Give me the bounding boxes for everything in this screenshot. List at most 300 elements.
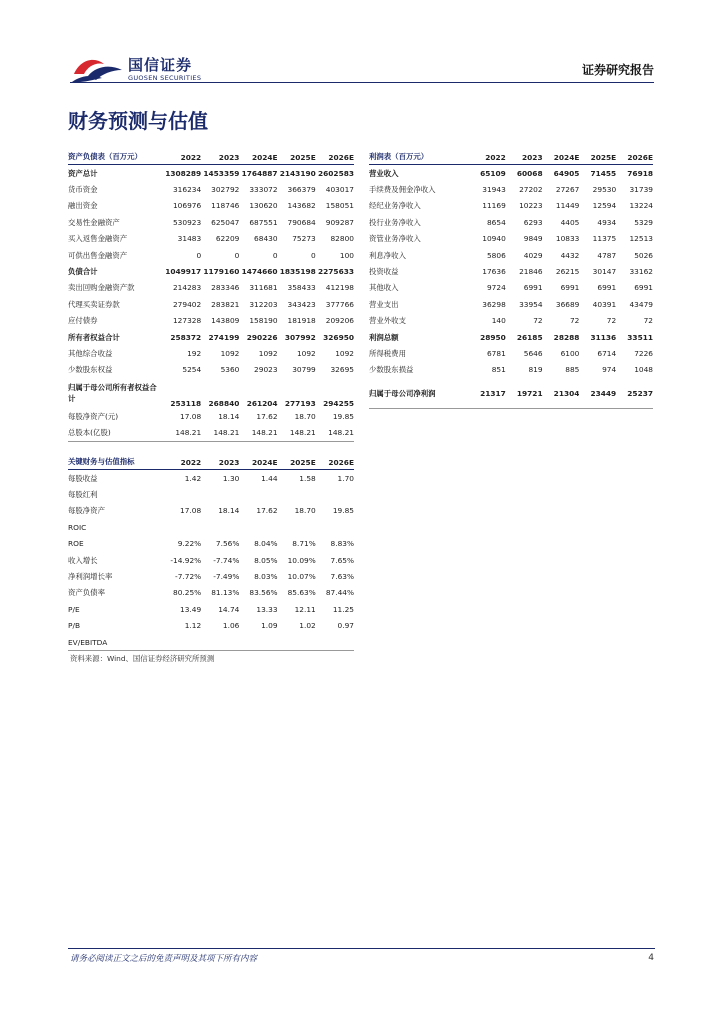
table-header-row [68, 147, 354, 165]
row-label: 代理买卖证券款 [68, 299, 120, 309]
value-cell: 80.25% [173, 588, 202, 598]
value-cell: 283346 [211, 283, 240, 293]
table-header-row [369, 147, 653, 165]
value-cell: 316234 [172, 185, 202, 195]
table-row [68, 345, 354, 361]
value-cell: 412198 [325, 283, 354, 293]
value-cell: 8.05% [254, 555, 278, 565]
value-cell: 1.09 [261, 621, 278, 631]
row-label: 融出资金 [68, 201, 98, 211]
value-cell: 82800 [330, 234, 354, 244]
footer-divider [68, 948, 655, 949]
row-label: 可供出售金融资产 [68, 250, 128, 260]
table-row [68, 378, 354, 408]
value-cell: 158051 [325, 201, 354, 211]
row-label: EV/EBITDA [68, 634, 163, 651]
value-cell: 4432 [560, 250, 580, 260]
table-row [68, 601, 354, 617]
row-label: 每股红利 [68, 490, 98, 500]
value-cell: -7.74% [213, 555, 240, 565]
value-cell: 10.09% [287, 555, 316, 565]
value-cell: 18.14 [218, 411, 240, 421]
value-cell: 181918 [287, 316, 316, 326]
value-cell: -7.49% [213, 572, 240, 582]
table-row [68, 552, 354, 568]
value-cell: 19.85 [332, 411, 354, 421]
table-row [68, 329, 354, 345]
value-cell: 25237 [616, 378, 653, 409]
value-cell: 302792 [211, 185, 240, 195]
value-cell: -7.72% [175, 572, 202, 582]
value-cell: 6991 [523, 283, 543, 293]
value-cell: 530923 [172, 217, 202, 227]
table-row [369, 214, 653, 230]
row-label: 资管业务净收入 [369, 234, 421, 244]
value-cell: 1048 [634, 365, 653, 375]
value-cell: 1049917 [165, 267, 202, 277]
value-cell [316, 519, 354, 535]
value-cell: 18.14 [218, 506, 240, 516]
value-cell: 76918 [627, 168, 653, 178]
value-cell [316, 486, 354, 502]
value-cell: 851 [491, 365, 506, 375]
value-cell: 1.42 [184, 473, 202, 483]
value-cell: 31136 [590, 332, 617, 342]
year-header: 2022 [469, 147, 506, 165]
table-row [68, 486, 354, 502]
year-header: 2025E [579, 147, 616, 165]
value-cell: 10223 [519, 201, 543, 211]
table-row [369, 263, 653, 279]
logo-english-name: GUOSEN SECURITIES [128, 74, 202, 82]
row-label: ROIC [68, 522, 87, 532]
value-cell: 148.21 [201, 424, 239, 441]
value-cell: 253118 [170, 399, 202, 409]
value-cell: 294255 [323, 399, 354, 409]
value-cell [201, 634, 239, 651]
table-title: 利润表（百万元） [369, 147, 469, 165]
value-cell: 358433 [287, 283, 316, 293]
value-cell: 274199 [208, 332, 240, 342]
value-cell: 2275633 [318, 267, 354, 277]
value-cell: 14.74 [218, 604, 240, 614]
report-type-label: 证券研究报告 [581, 63, 654, 77]
value-cell: 83.56% [249, 588, 278, 598]
value-cell: 28950 [480, 332, 506, 342]
value-cell: 819 [528, 365, 543, 375]
value-cell: 23449 [579, 378, 616, 409]
value-cell: 0 [234, 250, 240, 260]
value-cell: 2602583 [318, 168, 354, 178]
value-cell: 1453359 [203, 168, 240, 178]
page-title: 财务预测与估值 [68, 109, 208, 133]
value-cell: 311681 [249, 283, 278, 293]
value-cell: 1308289 [165, 168, 202, 178]
value-cell: 258372 [170, 332, 202, 342]
value-cell: 21846 [519, 267, 543, 277]
value-cell: 8.71% [292, 539, 316, 549]
row-label: 其他收入 [369, 283, 399, 293]
value-cell: 1.30 [222, 473, 240, 483]
income-statement-table [369, 147, 653, 409]
value-cell [239, 486, 277, 502]
year-header: 2023 [506, 147, 543, 165]
page-number: 4 [648, 953, 654, 963]
value-cell: 1.44 [261, 473, 278, 483]
value-cell: 29023 [254, 365, 278, 375]
value-cell: 5329 [634, 217, 653, 227]
value-cell: 1.02 [299, 621, 316, 631]
value-cell: 1764887 [241, 168, 278, 178]
table-row [68, 536, 354, 552]
value-cell: 6991 [560, 283, 580, 293]
row-label: 投资收益 [369, 267, 399, 277]
value-cell: 32695 [330, 365, 354, 375]
value-cell: 31483 [177, 234, 202, 244]
value-cell: 192 [187, 348, 202, 358]
year-header: 2023 [201, 147, 239, 165]
value-cell: 18.70 [294, 411, 316, 421]
table-row [68, 424, 354, 441]
value-cell: 13224 [629, 201, 653, 211]
row-label: 所有者权益合计 [68, 332, 120, 342]
value-cell: 2143190 [279, 168, 316, 178]
row-label: 货币资金 [68, 185, 98, 195]
value-cell [239, 634, 277, 651]
value-cell: 1474660 [241, 267, 278, 277]
row-label: ROE [68, 539, 84, 549]
value-cell: 30147 [592, 267, 617, 277]
row-label: 应付债券 [68, 316, 98, 326]
value-cell: 268840 [208, 399, 240, 409]
value-cell: 11169 [482, 201, 506, 211]
value-cell [278, 634, 316, 651]
value-cell: 0 [196, 250, 202, 260]
table-row [68, 296, 354, 312]
year-header: 2022 [163, 452, 201, 470]
table-title: 关键财务与估值指标 [68, 452, 163, 470]
table-row [369, 362, 653, 378]
value-cell: 148.21 [278, 424, 316, 441]
value-cell [163, 519, 201, 535]
value-cell: 43479 [629, 299, 653, 309]
value-cell: 10940 [482, 234, 506, 244]
value-cell: 4029 [523, 250, 543, 260]
value-cell: 12.11 [294, 604, 316, 614]
value-cell: 366379 [287, 185, 316, 195]
value-cell: 27202 [519, 185, 543, 195]
value-cell: 65109 [480, 168, 506, 178]
value-cell: 4934 [597, 217, 617, 227]
value-cell: 17.62 [256, 506, 278, 516]
value-cell: 6293 [523, 217, 543, 227]
value-cell: 33162 [629, 267, 653, 277]
value-cell: 72 [533, 316, 543, 326]
year-header: 2025E [278, 147, 316, 165]
value-cell: 290226 [246, 332, 278, 342]
header-divider [70, 82, 654, 83]
year-header: 2024E [543, 147, 580, 165]
value-cell: 312203 [249, 299, 278, 309]
value-cell: 9724 [486, 283, 506, 293]
value-cell: 5254 [182, 365, 202, 375]
value-cell: 60068 [516, 168, 543, 178]
value-cell: 140 [491, 316, 506, 326]
value-cell: 909287 [325, 217, 354, 227]
guosen-logo-mark-icon [70, 52, 126, 86]
value-cell [316, 634, 354, 651]
value-cell: 18.70 [294, 506, 316, 516]
value-cell: 26185 [516, 332, 543, 342]
year-header: 2026E [316, 452, 354, 470]
table-row [369, 296, 653, 312]
value-cell: 1092 [258, 348, 278, 358]
value-cell: 4405 [560, 217, 580, 227]
value-cell: 7.65% [330, 555, 354, 565]
value-cell: -14.92% [170, 555, 202, 565]
value-cell: 31943 [482, 185, 506, 195]
value-cell: 36298 [482, 299, 506, 309]
value-cell: 40391 [592, 299, 617, 309]
value-cell: 5806 [486, 250, 506, 260]
value-cell: 148.21 [239, 424, 277, 441]
value-cell: 27267 [555, 185, 580, 195]
table-row [369, 198, 653, 214]
value-cell [201, 519, 239, 535]
row-label: 收入增长 [68, 555, 98, 565]
row-label: 归属于母公司所有者权益合计 [68, 383, 157, 404]
value-cell: 0.97 [337, 621, 354, 631]
value-cell [163, 634, 201, 651]
table-row [369, 165, 653, 182]
row-label: 所得税费用 [369, 348, 406, 358]
value-cell: 8.03% [254, 572, 278, 582]
table-row [68, 362, 354, 378]
table-row [68, 568, 354, 584]
value-cell: 148.21 [316, 424, 354, 441]
value-cell: 1835198 [279, 267, 316, 277]
table-header-row [68, 452, 354, 470]
value-cell: 106976 [172, 201, 202, 211]
value-cell: 13.33 [256, 604, 278, 614]
value-cell: 6714 [597, 348, 617, 358]
value-cell: 81.13% [211, 588, 240, 598]
value-cell: 21304 [543, 378, 580, 409]
value-cell: 1092 [296, 348, 316, 358]
value-cell: 8654 [486, 217, 506, 227]
table-row [369, 378, 653, 409]
value-cell: 687551 [249, 217, 278, 227]
value-cell: 118746 [211, 201, 240, 211]
value-cell: 72 [606, 316, 617, 326]
value-cell: 130620 [249, 201, 278, 211]
table-row [68, 214, 354, 230]
value-cell: 279402 [172, 299, 202, 309]
row-label: 投行业务净收入 [369, 217, 421, 227]
table-row [369, 231, 653, 247]
value-cell: 148.21 [163, 424, 201, 441]
table-row [68, 634, 354, 651]
row-label: 每股净资产(元) [68, 411, 119, 421]
value-cell: 1092 [220, 348, 240, 358]
row-label: 利息净收入 [369, 250, 406, 260]
value-cell: 17.08 [180, 506, 202, 516]
value-cell: 8.04% [254, 539, 278, 549]
value-cell: 33954 [519, 299, 543, 309]
value-cell: 214283 [172, 283, 202, 293]
table-row [68, 585, 354, 601]
value-cell: 625047 [211, 217, 240, 227]
value-cell: 1.58 [299, 473, 316, 483]
table-row [369, 313, 653, 329]
value-cell: 68430 [254, 234, 278, 244]
value-cell: 209206 [325, 316, 354, 326]
value-cell: 5646 [523, 348, 543, 358]
value-cell: 1.70 [337, 473, 354, 483]
year-header: 2024E [239, 452, 277, 470]
value-cell: 30799 [292, 365, 316, 375]
footer-disclaimer: 请务必阅读正文之后的免责声明及其项下所有内容 [70, 954, 258, 964]
value-cell: 13.49 [180, 604, 202, 614]
value-cell: 85.63% [287, 588, 316, 598]
value-cell: 1.12 [184, 621, 202, 631]
value-cell: 64905 [553, 168, 580, 178]
value-cell: 9849 [523, 234, 543, 244]
value-cell: 1179160 [203, 267, 240, 277]
value-cell: 10833 [555, 234, 580, 244]
value-cell: 29530 [592, 185, 617, 195]
value-cell: 19721 [506, 378, 543, 409]
value-cell: 11449 [555, 201, 580, 211]
row-label: 经纪业务净收入 [369, 201, 421, 211]
table-row [369, 247, 653, 263]
value-cell: 6991 [634, 283, 653, 293]
row-label: 交易性金融资产 [68, 217, 120, 227]
value-cell: 6781 [486, 348, 506, 358]
value-cell: 1092 [335, 348, 354, 358]
value-cell: 6100 [560, 348, 580, 358]
value-cell: 72 [643, 316, 653, 326]
value-cell: 277193 [284, 399, 316, 409]
value-cell: 5026 [634, 250, 653, 260]
row-label: 负债合计 [68, 267, 98, 277]
value-cell: 26215 [555, 267, 580, 277]
year-header: 2026E [316, 147, 354, 165]
value-cell: 7.56% [215, 539, 240, 549]
row-label: 手续费及佣金净收入 [369, 185, 436, 195]
row-label: 每股净资产 [68, 506, 105, 516]
row-label: 归属于母公司净利润 [369, 378, 469, 409]
value-cell: 100 [339, 250, 354, 260]
value-cell: 1.06 [222, 621, 240, 631]
value-cell: 71455 [590, 168, 617, 178]
row-label: 利润总额 [369, 332, 399, 342]
table-row [68, 470, 354, 487]
value-cell: 974 [602, 365, 617, 375]
value-cell: 11.25 [332, 604, 354, 614]
table-row [68, 503, 354, 519]
value-cell: 790684 [287, 217, 316, 227]
value-cell: 261204 [246, 399, 278, 409]
source-note: 资料来源：Wind、国信证券经济研究所预测 [70, 654, 215, 663]
row-label: 资产总计 [68, 168, 98, 178]
value-cell: 7.63% [330, 572, 354, 582]
value-cell: 326950 [323, 332, 354, 342]
value-cell: 72 [569, 316, 580, 326]
value-cell: 8.83% [330, 539, 354, 549]
value-cell: 4787 [597, 250, 617, 260]
table-row [369, 329, 653, 345]
row-label: 卖出回购金融资产款 [68, 283, 135, 293]
value-cell [239, 519, 277, 535]
value-cell: 21317 [469, 378, 506, 409]
row-label: 营业支出 [369, 299, 399, 309]
row-label: 少数股东权益 [68, 365, 113, 375]
row-label: P/B [68, 621, 81, 631]
value-cell: 12513 [629, 234, 653, 244]
value-cell: 87.44% [325, 588, 354, 598]
table-row [68, 247, 354, 263]
year-header: 2024E [239, 147, 277, 165]
value-cell: 17.08 [180, 411, 202, 421]
year-header: 2022 [163, 147, 201, 165]
balance-sheet-table [68, 147, 354, 442]
value-cell: 17636 [482, 267, 506, 277]
company-logo [70, 52, 200, 86]
value-cell [278, 519, 316, 535]
value-cell: 885 [565, 365, 580, 375]
value-cell: 333072 [249, 185, 278, 195]
value-cell: 36689 [555, 299, 580, 309]
value-cell: 143682 [287, 201, 316, 211]
value-cell: 158190 [249, 316, 278, 326]
table-row [68, 263, 354, 279]
table-row [68, 519, 354, 535]
value-cell: 7226 [634, 348, 653, 358]
value-cell: 31739 [629, 185, 653, 195]
value-cell: 19.85 [332, 506, 354, 516]
value-cell: 11375 [592, 234, 617, 244]
value-cell [201, 486, 239, 502]
table-row [68, 165, 354, 182]
table-row [68, 198, 354, 214]
year-header: 2023 [201, 452, 239, 470]
table-row [369, 181, 653, 197]
row-label: 少数股东损益 [369, 365, 414, 375]
value-cell: 5360 [220, 365, 240, 375]
year-header: 2025E [278, 452, 316, 470]
table-title: 资产负债表（百万元） [68, 147, 163, 165]
table-row [68, 618, 354, 634]
value-cell: 9.22% [177, 539, 202, 549]
value-cell: 127328 [172, 316, 202, 326]
table-row [68, 231, 354, 247]
value-cell: 343423 [287, 299, 316, 309]
value-cell: 283821 [211, 299, 240, 309]
value-cell: 10.07% [287, 572, 316, 582]
table-row [68, 408, 354, 424]
row-label: 营业外收支 [369, 316, 406, 326]
row-label: 资产负债率 [68, 588, 105, 598]
value-cell: 307992 [284, 332, 316, 342]
table-row [369, 280, 653, 296]
table-row [68, 313, 354, 329]
value-cell: 403017 [325, 185, 354, 195]
value-cell: 0 [272, 250, 278, 260]
value-cell: 377766 [325, 299, 354, 309]
value-cell: 28288 [553, 332, 580, 342]
value-cell [163, 486, 201, 502]
